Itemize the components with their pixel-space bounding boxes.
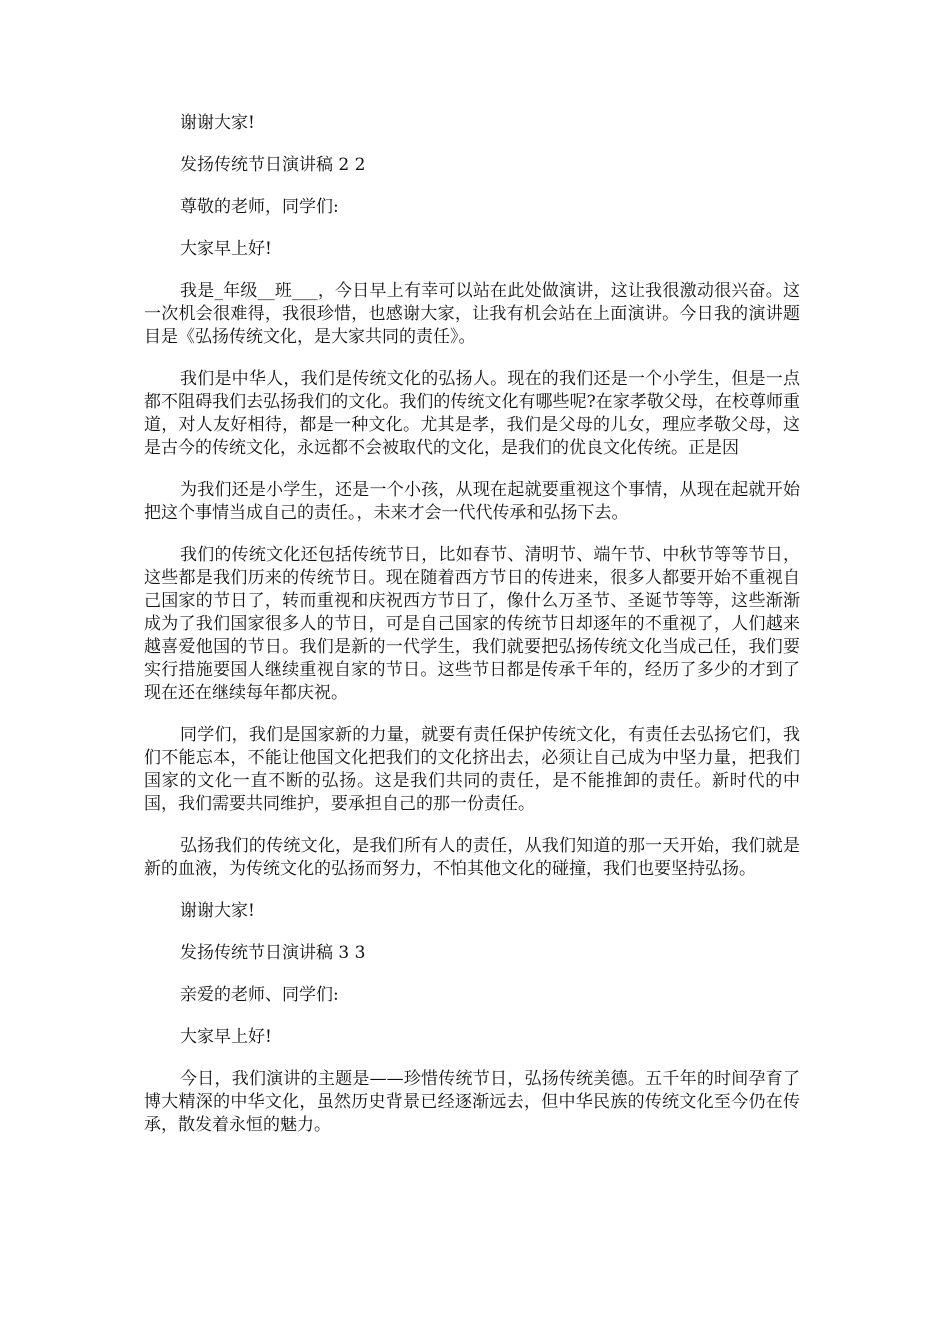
body-paragraph: 为我们还是小学生，还是一个小孩，从现在起就要重视这个事情，从现在起就开始把这个事情当成自己的责任。，未来才会一代代传承和弘扬下去。: [144, 480, 800, 523]
greeting: 大家早上好!: [180, 239, 272, 259]
salutation: 尊敬的老师，同学们:: [180, 197, 339, 217]
body-paragraph: 我们的传统文化还包括传统节日，比如春节、清明节、端午节、中秋节等等节日，这些都是我们历来的传统节日。现在随着西方节日的传进来，很多人都要开始不重视自己国家的节日了，转而重视和庆祝西方节日了，像什么万圣节、圣诞节等等，这些渐渐成为了我们国家很多人的节日，可是自己国家的传统节日却逐年的不重视了，人们越来越喜爱他国的节日。我们是新的一代学生，我们就要把弘扬传统文化当成己任，我们要实行措施要国人继续重视自家的节日。这些节日都是传承千年的，经历了多少的才到了现在还在继续每年都庆祝。: [144, 545, 800, 703]
document-body: [144, 112, 800, 1156]
speech-title-2: 发扬传统节日演讲稿 2 2: [180, 155, 366, 175]
body-paragraph: 弘扬我们的传统文化，是我们所有人的责任，从我们知道的那一天开始，我们就是新的血液，为传统文化的弘扬而努力，不怕其他文化的碰撞，我们也要坚持弘扬。: [144, 836, 800, 879]
closing-thanks: 谢谢大家!: [180, 113, 255, 133]
body-paragraph: 我是_年级__班___，今日早上有幸可以站在此处做演讲，这让我很激动很兴奋。这一次机会很难得，我很珍惜，也感谢大家，让我有机会站在上面演讲。今日我的演讲题目是《弘扬传统文化，是大家共同的责任》。: [144, 281, 800, 347]
salutation: 亲爱的老师、同学们:: [180, 985, 339, 1005]
greeting: 大家早上好!: [180, 1027, 272, 1047]
speech-title-3: 发扬传统节日演讲稿 3 3: [180, 943, 366, 963]
body-paragraph: 我们是中华人，我们是传统文化的弘扬人。现在的我们还是一个小学生，但是一点都不阻碍我们去弘扬我们的文化。我们的传统文化有哪些呢?在家孝敬父母，在校尊师重道，对人友好相待，都是一种文化。尤其是孝，我们是父母的儿女，理应孝敬父母，这是古今的传统文化，永远都不会被取代的文化，是我们的优良文化传统。正是因: [144, 369, 800, 458]
closing-thanks: 谢谢大家!: [180, 901, 255, 921]
body-paragraph: 同学们，我们是国家新的力量，就要有责任保护传统文化，有责任去弘扬它们，我们不能忘本，不能让他国文化把我们的文化挤出去，必须让自己成为中坚力量，把我们国家的文化一直不断的弘扬。这是我们共同的责任，是不能推卸的责任。新时代的中国，我们需要共同维护，要承担自己的那一份责任。: [144, 725, 800, 814]
body-paragraph: 今日，我们演讲的主题是——珍惜传统节日，弘扬传统美德。五千年的时间孕育了博大精深的中华文化，虽然历史背景已经逐渐远去，但中华民族的传统文化至今仍在传承，散发着永恒的魅力。: [144, 1069, 800, 1135]
